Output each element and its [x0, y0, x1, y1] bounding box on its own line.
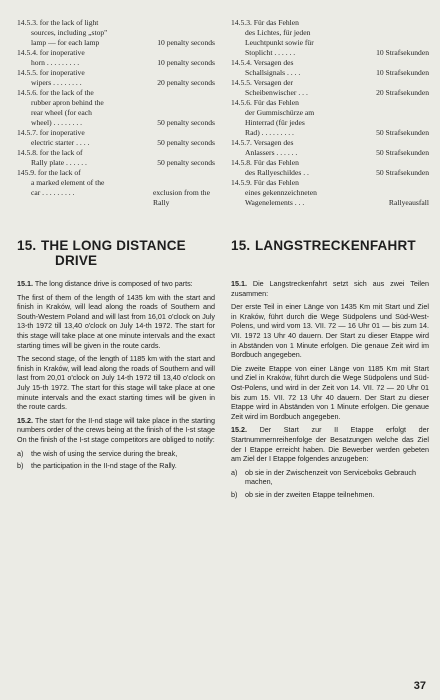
list-item	[231, 468, 429, 487]
paragraph	[17, 416, 215, 445]
penalty-entry	[231, 78, 429, 98]
section-number: 15.	[17, 238, 37, 253]
section-heading	[231, 238, 429, 253]
entry-line: 14.5.8. Für das Fehlen	[231, 158, 299, 167]
english-column	[17, 18, 215, 474]
german-body	[231, 279, 429, 499]
entry-line: 14.5.3. Für das Fehlen	[231, 18, 299, 27]
penalty-entry	[17, 148, 215, 168]
penalty-entry	[17, 128, 215, 148]
entry-line: 14.5.7. Versagen des	[231, 138, 294, 147]
entry-line: rubber apron behind the	[31, 98, 104, 107]
penalty-value: exclusion from the Rally	[153, 188, 210, 207]
penalty-entry	[231, 98, 429, 138]
entry-line: 14.5.5. Versagen der	[231, 78, 294, 87]
paragraph: Der erste Teil in einer Länge von 1435 Km mit Start und Ziel in Kraków, führt durch die Wege Südpolens und Süd-West-Polens, und wird vom 13. VII. 72 — 16 Uhr 01 — bis zum 14. VII. 1972 13 Uhr 40 dauern. Der Start zu dieser Etappe wird in Abständen von 1 Minute erfolgen. Die genaue Zeit wird im Bordbuch angegeben.	[231, 302, 429, 360]
entry-line: 14.5.5. for inoperative	[17, 68, 85, 77]
paragraph-text: The long distance drive is composed of two parts:	[33, 279, 193, 288]
entry-line: Rad) . . . . . . . . .	[245, 128, 294, 137]
penalty-entry	[231, 158, 429, 178]
entry-line: a marked element of the	[31, 178, 105, 187]
entry-line: Leuchtpunkt sowie für	[245, 38, 314, 47]
entry-line: electric starter . . . .	[31, 138, 90, 147]
section-title: LANGSTRECKENFAHRT	[254, 238, 416, 253]
entry-line: Scheibenwischer . . .	[245, 88, 308, 97]
penalty-entry	[231, 58, 429, 78]
penalty-value: 10 penalty seconds	[157, 38, 215, 47]
paragraph-text: Die Langstreckenfahrt setzt sich aus zwei Teilen zusammen:	[231, 279, 429, 298]
english-penalty-list	[17, 18, 215, 208]
paragraph-text: Der Start zur II Etappe erfolgt der Startnummernreihenfolge der Besatzungen welche das Ziel der I Etappe erreicht haben. Die Bewerber werden gebeten am Ziel der I Etappe folgendes anzugeben:	[231, 425, 429, 464]
entry-line: horn . . . . . . . . .	[31, 58, 80, 67]
entry-line: car . . . . . . . . .	[31, 188, 75, 197]
paragraph-number: 15.1.	[231, 279, 247, 288]
list-item	[17, 461, 215, 471]
list-text: the participation in the II-nd stage of the Rally.	[31, 461, 177, 471]
entry-line: wheel) . . . . . . . .	[31, 118, 83, 127]
german-column	[231, 18, 429, 502]
entry-line: lamp — for each lamp	[31, 38, 100, 47]
entry-line: des Rallyeschildes . .	[245, 168, 309, 177]
section-heading	[17, 238, 215, 268]
penalty-value: 10 Strafsekunden	[376, 68, 429, 77]
entry-line: 14.5.9. Für das Fehlen	[231, 178, 299, 187]
penalty-entry	[17, 48, 215, 68]
penalty-value: 10 penalty seconds	[157, 58, 215, 67]
list-marker: a)	[231, 467, 238, 477]
entry-line: 14.5.7. for inoperative	[17, 128, 85, 137]
paragraph: The first of them of the length of 1435 km with the start and finish in Kraków, will lead along the roads of Southern and South-Western Poland and will last from 16,01 o'clock on July 13-th 1972 till 13,40 o'clock on July 14-th 1972. The start for this stage will take place at one minute intervals and the exact starting times will be given in the route cards.	[17, 292, 215, 350]
list-text: ob sie in der zweiten Etappe teilnehmen.	[245, 489, 375, 499]
list-item	[17, 449, 215, 459]
page-number: 37	[413, 680, 426, 692]
entry-line: 14.5.6. Für das Fehlen	[231, 98, 299, 107]
section-number: 15.	[231, 238, 251, 253]
entry-line: Stoplicht . . . . . .	[245, 48, 296, 57]
list-marker: b)	[231, 489, 238, 499]
entry-line: des Lichtes, für jeden	[245, 28, 311, 37]
penalty-value: 50 Strafsekunden	[376, 128, 429, 137]
entry-line: rear wheel (for each	[31, 108, 92, 117]
paragraph-number: 15.1.	[17, 279, 33, 288]
entry-line: Hinterrad (für jedes	[245, 118, 305, 127]
entry-line: 14.5.3. for the lack of light	[17, 18, 99, 27]
entry-line: der Gummischürze am	[245, 108, 315, 117]
german-penalty-list	[231, 18, 429, 208]
paragraph: Die zweite Etappe von einer Länge von 1185 Km mit Start und Ziel in Kraków, führt durch die Wege Südpolens und Süd-Ost-Polens, und wird in der Zeit von 14. VII. 72 — 20 Uhr 01 bis zum 15. VII. 72 13 Uhr 40 dauern. Der Start zu dieser Etappe wird in Abständen von 1 Minute erfolgen. Die genaue Zeit wird im Bordbuch angegeben.	[231, 363, 429, 421]
penalty-entry	[17, 68, 215, 88]
penalty-value: 50 penalty seconds	[157, 118, 215, 127]
paragraph: The second stage, of the length of 1185 km with the start and finish in Kraków, will lead along the roads of Southern and will last from 20,01 o'clock on July 14-th 1972 till 13,40 o'clock on July 15-th 1972. The start for this stage will take place at one minute intervals and the exact starting times will be given in the route cards.	[17, 354, 215, 412]
entry-line: 145.9. for the lack of	[17, 168, 81, 177]
english-body	[17, 279, 215, 471]
paragraph	[231, 279, 429, 298]
penalty-value: 50 penalty seconds	[157, 158, 215, 167]
list-marker: b)	[17, 461, 24, 471]
penalty-value: 50 Strafsekunden	[376, 148, 429, 157]
list-text: the wish of using the service during the break,	[31, 448, 178, 458]
section-title: THE LONG DISTANCE	[40, 238, 186, 253]
entry-line: eines gekennzeichneten	[245, 188, 317, 197]
entry-line: 14.5.6. for the lack of the	[17, 88, 94, 97]
penalty-value: 20 penalty seconds	[157, 78, 215, 87]
list-marker: a)	[17, 448, 24, 458]
entry-line: 14.5.4. Versagen des	[231, 58, 294, 67]
penalty-entry	[231, 18, 429, 58]
entry-line: wipers . . . . . . . .	[31, 78, 82, 87]
entry-line: Anlassers . . . . . .	[245, 148, 298, 157]
penalty-entry	[231, 138, 429, 158]
paragraph-text: The start for the II-nd stage will take place in the starting numbers order of the crews being at the finish of the I-st stage On the finish of the I-st stage competitors are obliged to notify:	[17, 415, 215, 444]
penalty-entry	[17, 18, 215, 48]
section-title-continued: DRIVE	[55, 253, 98, 268]
entry-line: sources, including „stop"	[31, 28, 108, 37]
penalty-value: 50 Strafsekunden	[376, 168, 429, 177]
penalty-value: Rallyeausfall	[388, 198, 429, 207]
paragraph	[231, 425, 429, 463]
entry-line: Rally plate . . . . . .	[31, 158, 87, 167]
penalty-entry	[17, 168, 215, 208]
paragraph-number: 15.2.	[231, 425, 247, 435]
entry-line: 14.5.4. for inoperative	[17, 48, 85, 57]
penalty-value: 10 Strafsekunden	[376, 48, 429, 57]
list-text: ob sie in der Zwischenzeit von Serviceboks Gebrauch machen,	[245, 467, 416, 487]
list-item	[231, 490, 429, 500]
penalty-value: 50 penalty seconds	[157, 138, 215, 147]
entry-line: 14.5.8. for the lack of	[17, 148, 83, 157]
entry-line: Wagenelements . . .	[245, 198, 305, 207]
paragraph-number: 15.2.	[17, 415, 33, 425]
entry-line: Schallsignals . . . .	[245, 68, 301, 77]
paragraph	[17, 279, 215, 289]
penalty-value: 20 Strafsekunden	[376, 88, 429, 97]
penalty-entry	[17, 88, 215, 128]
penalty-entry	[231, 178, 429, 208]
